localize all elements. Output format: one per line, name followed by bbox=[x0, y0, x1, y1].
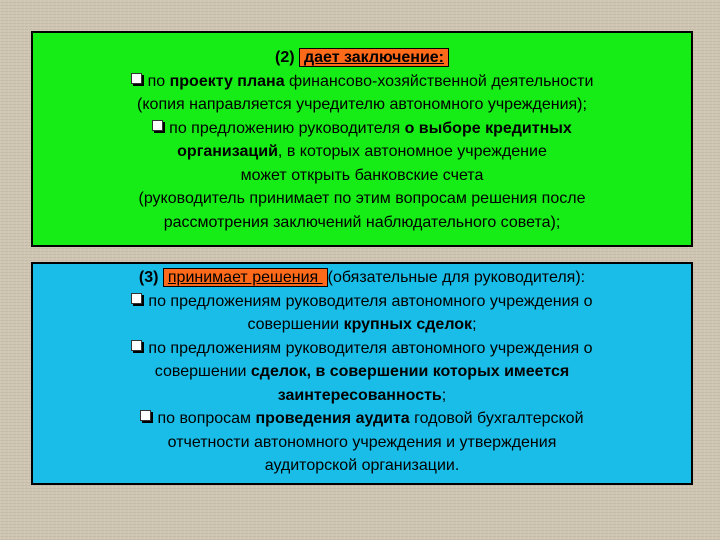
opinion-item-banks: по предложению руководителя о выборе кредитных организаций, в которых автономное учреждение может открыть банковские счета bbox=[43, 117, 681, 188]
opinion-item-plan: по проекту плана финансово-хозяйственной деятельности bbox=[43, 70, 681, 94]
opinion-heading-line bbox=[43, 46, 681, 70]
opinion-panel bbox=[31, 31, 693, 247]
section-number: (3) bbox=[138, 269, 163, 286]
opinion-item-banks-note: (руководитель принимает по этим вопросам решения после рассмотрения заключений наблюдательного совета); bbox=[138, 190, 586, 231]
decisions-heading: принимает решения bbox=[163, 268, 328, 287]
opinion-heading: дает заключение: bbox=[299, 48, 449, 67]
decisions-panel bbox=[31, 262, 693, 485]
decisions-heading-line bbox=[43, 266, 681, 290]
section-number: (2) bbox=[275, 49, 299, 66]
checkbox-bullet-icon bbox=[131, 340, 142, 351]
decision-item-interested-deals: по предложениям руководителя автономного учреждения о совершении сделок, в совершении которых имеется заинтересованность; bbox=[43, 337, 681, 408]
decision-item-audit: по вопросам проведения аудита годовой бухгалтерской отчетности автономного учреждения и утверждения аудиторской организации. bbox=[43, 407, 681, 478]
checkbox-bullet-icon bbox=[131, 73, 142, 84]
opinion-item-plan-note: (копия направляется учредителю автономного учреждения); bbox=[137, 96, 587, 113]
checkbox-bullet-icon bbox=[152, 120, 163, 131]
decisions-heading-note: (обязательные для руководителя): bbox=[327, 269, 586, 286]
decision-item-major-deals: по предложениям руководителя автономного учреждения о совершении крупных сделок; bbox=[43, 290, 681, 337]
checkbox-bullet-icon bbox=[131, 293, 142, 304]
checkbox-bullet-icon bbox=[140, 410, 151, 421]
